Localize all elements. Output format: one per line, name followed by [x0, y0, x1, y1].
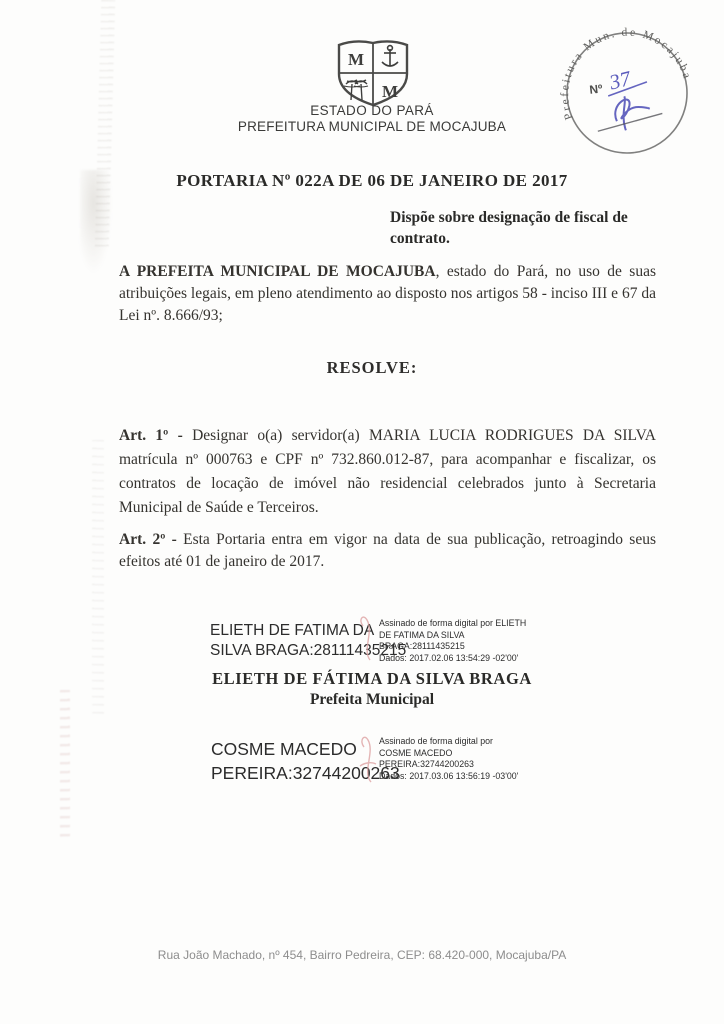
cert-name-line: COSME MACEDO [211, 739, 357, 759]
crest-letter-m: M [381, 82, 399, 101]
signature-detail-line: Dados: 2017.03.06 13:56:19 -03'00' [379, 770, 519, 781]
preamble-paragraph [119, 261, 656, 327]
document-title: PORTARIA Nº 022A DE 06 DE JANEIRO DE 2017 [176, 171, 568, 190]
footer-address: Rua João Machado, nº 454, Bairro Pedreira, CEP: 68.420-000, Mocajuba/PA [157, 948, 567, 962]
signature-detail-line: DE FATIMA DA SILVA [379, 629, 465, 640]
signature-detail-line: PEREIRA:32744200263 [379, 759, 474, 769]
document-subject: Dispõe sobre designação de fiscal de contrato. [390, 209, 628, 247]
cert-name-line: PEREIRA:32744200263 [211, 763, 400, 783]
cert-name-line: ELIETH DE FATIMA DA [210, 622, 375, 639]
stamp-signature-underline [597, 113, 664, 131]
stamp-number-label: Nº [588, 81, 604, 97]
crest-letter-m: M [347, 50, 365, 69]
stamp-ring-text: Prefeitura Mun. de Mocajuba [559, 26, 694, 122]
signature-detail-line: Dados: 2017.02.06 13:54:29 -02'00' [379, 652, 519, 663]
article-2-lead: Art. 2º - [119, 531, 177, 548]
preamble-lead: A PREFEITA MUNICIPAL DE MOCAJUBA [119, 263, 436, 280]
digital-signature-details [379, 736, 554, 782]
signer-role: Prefeita Municipal [309, 691, 435, 708]
municipal-crest-icon [334, 36, 412, 108]
signature-flourish-icon [356, 732, 378, 784]
header-municipality-line: PREFEITURA MUNICIPAL DE MOCAJUBA [237, 119, 507, 134]
signature-flourish-icon [356, 612, 378, 664]
article-1-text: Designar o(a) servidor(a) MARIA LUCIA RODRIGUES DA SILVA matrícula nº 000763 e CPF nº 732.860.012-87, para acompanhar e fiscalizar, os contratos de locação de imóvel não residencial celebrados junto à Secretaria Municipal de Saúde e Terceiros. [119, 427, 656, 516]
signature-detail-line: BRAGA:28111435215 [379, 641, 465, 651]
crest-anchor-icon [382, 46, 398, 66]
cert-name-line: SILVA BRAGA:28111435215 [210, 642, 407, 659]
article-1-lead: Art. 1º - [119, 427, 183, 444]
scan-streak-artifact [60, 690, 70, 840]
preamble-rest: , estado do Pará, no uso de suas atribuições legais, em pleno atendimento ao disposto nos artigos 58 - inciso III e 67 da Lei nº. 8.666/93; [119, 263, 656, 324]
signature-detail-line: Assinado de forma digital por ELIETH [379, 618, 527, 628]
header-state-line: ESTADO DO PARÁ [310, 103, 434, 118]
round-stamp [545, 11, 710, 176]
article-2-paragraph [119, 529, 656, 573]
digital-signature-details [379, 618, 554, 664]
resolve-heading: RESOLVE: [326, 358, 418, 377]
signature-detail-line: Assinado de forma digital por [379, 736, 493, 746]
stamp-number-handwritten: 37 [606, 66, 634, 95]
signer-printed-name: ELIETH DE FÁTIMA DA SILVA BRAGA [212, 669, 532, 688]
article-1-paragraph [119, 424, 656, 520]
signature-detail-line: COSME MACEDO [379, 747, 453, 758]
article-2-text: Esta Portaria entra em vigor na data de sua publicação, retroagindo seus efeitos até 01 de janeiro de 2017. [119, 531, 656, 570]
